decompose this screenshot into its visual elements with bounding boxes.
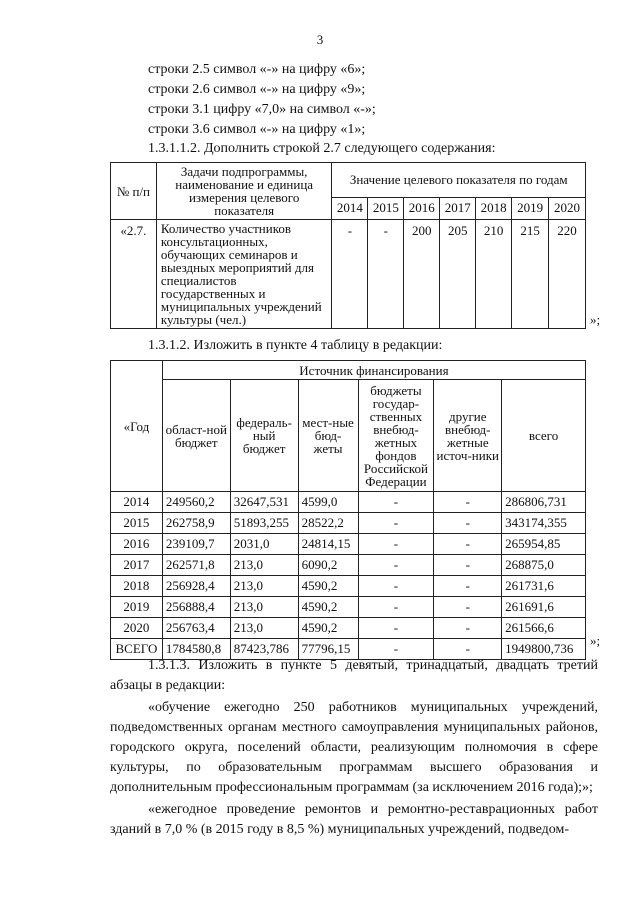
value-cell: - [434, 639, 502, 660]
value-cell: 261566,6 [502, 618, 586, 639]
year-header: 2018 [476, 197, 512, 219]
year-cell: 2015 [111, 513, 163, 534]
year-header: 2014 [332, 197, 368, 219]
financing-table [110, 360, 586, 660]
value-cell: 261731,6 [502, 576, 586, 597]
intro-line: строки 3.1 цифру «7,0» на символ «-»; [148, 102, 376, 117]
value-cell: - [434, 597, 502, 618]
year-header: 2015 [368, 197, 404, 219]
value-cell: 200 [404, 220, 440, 329]
value-cell: - [358, 576, 434, 597]
year-header: 2016 [404, 197, 440, 219]
value-cell: 213,0 [230, 597, 298, 618]
col-header-source: Источник финансирования [162, 361, 585, 380]
value-cell: 6090,2 [298, 555, 358, 576]
table-row [111, 618, 586, 639]
page-number: 3 [316, 32, 324, 47]
value-cell: 239109,7 [162, 534, 230, 555]
value-cell: - [434, 618, 502, 639]
value-cell: 1784580,8 [162, 639, 230, 660]
table2-tail: »; [590, 633, 601, 648]
col-header-value: Значение целевого показателя по годам [332, 163, 586, 198]
row-task: Количество участников консультационных, обучающих семинаров и выездных мероприятий для специалистов государственных и муниципальных учреждений культуры (чел.) [156, 220, 332, 329]
table-row [111, 492, 586, 513]
value-cell: 77796,15 [298, 639, 358, 660]
value-cell: 205 [440, 220, 476, 329]
col-header-number: № п/п [111, 163, 157, 220]
value-cell: 4590,2 [298, 597, 358, 618]
value-cell: - [434, 534, 502, 555]
value-cell: 343174,355 [502, 513, 586, 534]
value-cell: 213,0 [230, 576, 298, 597]
col-header-other: другие внебюд-жетные источ-ники [434, 380, 502, 492]
value-cell: - [434, 576, 502, 597]
table-row [111, 513, 586, 534]
value-cell: - [358, 597, 434, 618]
value-cell: - [358, 618, 434, 639]
col-header-state-funds: бюджеты государ-ственных внебюд-жетных фондов Российской Федерации [358, 380, 434, 492]
value-cell: - [358, 492, 434, 513]
value-cell: 4590,2 [298, 618, 358, 639]
value-cell: - [434, 492, 502, 513]
value-cell: 24814,15 [298, 534, 358, 555]
col-header-federal: федераль-ный бюджет [230, 380, 298, 492]
paragraph: «обучение ежегодно 250 работников муниципальных учреждений, подведомственных органам местного самоуправления муниципальных районов, городского округа, поселений области, реализующим полномочия в сфере культуры, по образовательным программам высшего образования и дополнительным профессиональным программам (за исключением 2016 года);»; [110, 700, 598, 795]
value-cell: 4590,2 [298, 576, 358, 597]
indicator-table [110, 162, 586, 329]
value-cell: 256763,4 [162, 618, 230, 639]
year-header: 2019 [512, 197, 549, 219]
year-cell: 2018 [111, 576, 163, 597]
value-cell: 262571,8 [162, 555, 230, 576]
value-cell: 215 [512, 220, 549, 329]
value-cell: 220 [549, 220, 586, 329]
value-cell: 262758,9 [162, 513, 230, 534]
row-number: «2.7. [111, 220, 157, 329]
table-row [111, 534, 586, 555]
paragraph: «ежегодное проведение ремонтов и ремонтно-реставрационных работ зданий в 7,0 % (в 2015 году в 8,5 %) муниципальных учреждений, подведом- [110, 802, 598, 837]
value-cell: 213,0 [230, 618, 298, 639]
value-cell: 28522,2 [298, 513, 358, 534]
value-cell: - [358, 639, 434, 660]
value-cell: 2031,0 [230, 534, 298, 555]
value-cell: 213,0 [230, 555, 298, 576]
value-cell: - [358, 534, 434, 555]
value-cell: - [358, 555, 434, 576]
value-cell: 1949800,736 [502, 639, 586, 660]
year-header: 2020 [549, 197, 586, 219]
section-title: 1.3.1.2. Изложить в пункте 4 таблицу в редакции: [148, 338, 443, 353]
col-header-task: Задачи подпрограммы, наименование и единица измерения целевого показателя [156, 163, 332, 220]
table-row [111, 576, 586, 597]
value-cell: 249560,2 [162, 492, 230, 513]
year-cell: 2016 [111, 534, 163, 555]
value-cell: - [358, 513, 434, 534]
value-cell: 256888,4 [162, 597, 230, 618]
year-cell: 2019 [111, 597, 163, 618]
year-cell: 2014 [111, 492, 163, 513]
intro-line: строки 2.5 символ «-» на цифру «6»; [148, 62, 366, 77]
value-cell: 210 [476, 220, 512, 329]
col-header-local: мест-ные бюд-жеты [298, 380, 358, 492]
table-row [111, 555, 586, 576]
instruction-line: 1.3.1.1.2. Дополнить строкой 2.7 следующего содержания: [148, 141, 496, 156]
table-row [111, 597, 586, 618]
value-cell: 268875,0 [502, 555, 586, 576]
year-cell: 2017 [111, 555, 163, 576]
value-cell: - [434, 555, 502, 576]
value-cell: - [368, 220, 404, 329]
year-cell: 2020 [111, 618, 163, 639]
value-cell: - [434, 513, 502, 534]
value-cell: 51893,255 [230, 513, 298, 534]
table1-tail: »; [590, 312, 601, 327]
col-header-regional: област-ной бюджет [162, 380, 230, 492]
year-header: 2017 [440, 197, 476, 219]
col-header-year: «Год [111, 361, 163, 492]
value-cell: 87423,786 [230, 639, 298, 660]
value-cell: 256928,4 [162, 576, 230, 597]
value-cell: - [332, 220, 368, 329]
value-cell: 286806,731 [502, 492, 586, 513]
col-header-total: всего [502, 380, 586, 492]
intro-line: строки 3.6 символ «-» на цифру «1»; [148, 122, 366, 137]
paragraph: 1.3.1.3. Изложить в пункте 5 девятый, тринадцатый, двадцать третий абзацы в редакции: [110, 658, 598, 693]
value-cell: 261691,6 [502, 597, 586, 618]
total-label: ВСЕГО [111, 639, 163, 660]
intro-line: строки 2.6 символ «-» на цифру «9»; [148, 82, 366, 97]
value-cell: 265954,85 [502, 534, 586, 555]
value-cell: 4599,0 [298, 492, 358, 513]
value-cell: 32647,531 [230, 492, 298, 513]
